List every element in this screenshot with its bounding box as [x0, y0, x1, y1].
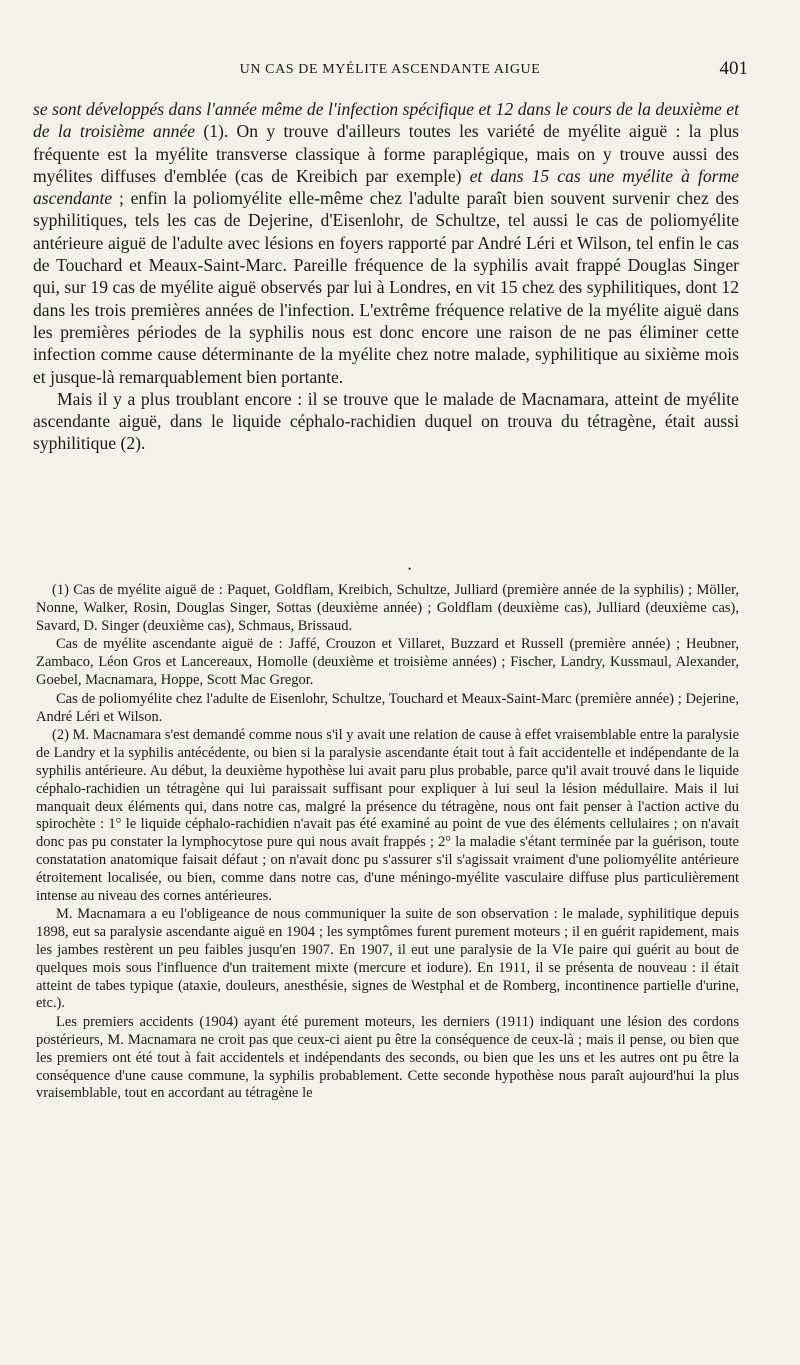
running-title: UN CAS DE MYÉLITE ASCENDANTE AIGUE [239, 62, 541, 77]
footnotes [36, 582, 739, 1103]
text-span: ; enfin la poliomyélite elle-même chez l'adulte paraît bien souvent survenir chez des syphilitiques, tels les cas de Dejerine, d'Eisenlohr, de Schultze, tel aussi le cas de poliomyélite antérieure aiguë de l'adulte avec lésions en foyers rapporté par André Léri et Wilson, tel enfin le cas de Touchard et Meaux-Saint-Marc. Pareille fréquence de la syphilis avait frappé Douglas Singer qui, sur 19 cas de myélite aiguë observés par lui à Londres, en vit 15 chez des syphilitiques, dont 12 dans les trois premières années de l'infection. L'extrême fréquence relative de la myélite aiguë dans les premières périodes de la syphilis nous est donc encore une raison de ne pas éliminer cette infection comme cause déterminante de la myélite chez notre malade, syphilitique au sixième mois et jusque-là remarquablement bien portante. [33, 188, 739, 387]
footnote-1-cont: Cas de myélite ascendante aiguë de : Jaffé, Crouzon et Villaret, Buzzard et Russell (première année) ; Heubner, Zambaco, Léon Gros et Lancereaux, Homolle (deuxième et troisième années) ; Fischer, Landry, Kussmaul, Alexander, Goebel, Macnamara, Hoppe, Scott Mac Gregor. [36, 636, 739, 688]
footnote-2-cont: M. Macnamara a eu l'obligeance de nous communiquer la suite de son observation : le malade, syphilitique depuis 1898, eut sa paralysie ascendante aiguë en 1904 ; les symptômes furent purement moteurs ; il en guérit rapidement, mais les jambes restèrent un peu faibles jusqu'en 1907. En 1907, il eut une paralysie de la VIe paire qui guérit au bout de quelques mois sous l'influence d'un traitement mixte (mercure et iodure). En 1911, il se présenta de nouveau : il était atteint de tabes typique (ataxie, douleurs, anesthésie, signes de Westphal et de Romberg, incontinence partielle d'urine, etc.). [36, 906, 739, 1012]
separator-mark: • [408, 564, 412, 574]
running-header [40, 58, 748, 84]
italic-span: et dans 15 cas une myélite à forme ascendante [33, 165, 739, 209]
footnote-1: (1) Cas de myélite aiguë de : Paquet, Goldflam, Kreibich, Schultze, Julliard (première année de la syphilis) ; Möller, Nonne, Walker, Rosin, Douglas Singer, Sottas (deuxième année) ; Goldflam (deuxième cas), Julliard (deuxième cas), Savard, D. Singer (deuxième cas), Schmaus, Brissaud. [36, 582, 739, 634]
footnote-2-cont: Les premiers accidents (1904) ayant été purement moteurs, les derniers (1911) indiquant une lésion des cordons postérieurs, M. Macnamara ne croit pas que ceux-ci aient pu être la conséquence de ceux-là ; mais il pense, ou bien que les premiers ont été tout à fait accidentels et indépendants des seconds, ou bien que les uns et les autres ont pu être la conséquence d'une cause commune, la syphilis probablement. Cette seconde hypothèse nous paraît aujourd'hui la plus vraisemblable, tout en accordant au tétragène le [36, 1014, 739, 1102]
text-span: (1). On y trouve d'ailleurs toutes les variété de myélite aiguë : la plus fréquente est la myélite transverse classique à forme paraplégique, mais on y trouve aussi des myélites diffuses d'emblée (cas de Kreibich par exemple) [33, 121, 739, 186]
footnote-1-cont: Cas de poliomyélite chez l'adulte de Eisenlohr, Schultze, Touchard et Meaux-Saint-Marc (première année) ; Dejerine, André Léri et Wilson. [36, 690, 739, 725]
italic-span: se sont développés dans l'année même de l'infection spécifique et 12 dans le cours de la deuxième et de la troisième année [33, 99, 739, 142]
footnote-2: (2) M. Macnamara s'est demandé comme nous s'il y avait une relation de cause à effet vraisemblable entre la paralysie de Landry et la syphilis antécédente, ou bien si la paralysie ascendante était tout à fait accidentelle et indépendante de la syphilis antérieure. Au début, la deuxième hypothèse lui avait paru plus probable, parce qu'il avait trouvé dans le liquide céphalo-rachidien un tétragène qui lui paraissait suffisant pour expliquer à lui seul la lésion médullaire. Mais il lui manquait deux éléments qui, dans notre cas, malgré la présence du tétragène, nous ont fait penser à l'action active du spirochète : 1° le liquide céphalo-rachidien n'avait pas été examiné au point de vue des éléments cellulaires ; on n'avait donc pas pu constater la lymphocytose pure qui nous avait frappés ; 2° la maladie s'étant terminée par la guérison, toute constatation anatomique faisait défaut ; on n'avait donc pu s'assurer s'il s'agissait vraiment d'une poliomyélite antérieure étroitement localisée, ou bien, comme dans notre cas, d'une méningo-myélite vasculaire diffuse plus particulièrement intense au niveau des cornes antérieures. [36, 727, 739, 904]
page-number: 401 [719, 58, 748, 79]
paragraph: Mais il y a plus troublant encore : il se trouve que le malade de Macnamara, atteint de myélite ascendante aiguë, dans le liquide céphalo-rachidien duquel on trouva du tétragène, était aussi syphilitique (2). [33, 388, 739, 454]
paragraph [33, 98, 739, 388]
main-text [33, 98, 739, 455]
